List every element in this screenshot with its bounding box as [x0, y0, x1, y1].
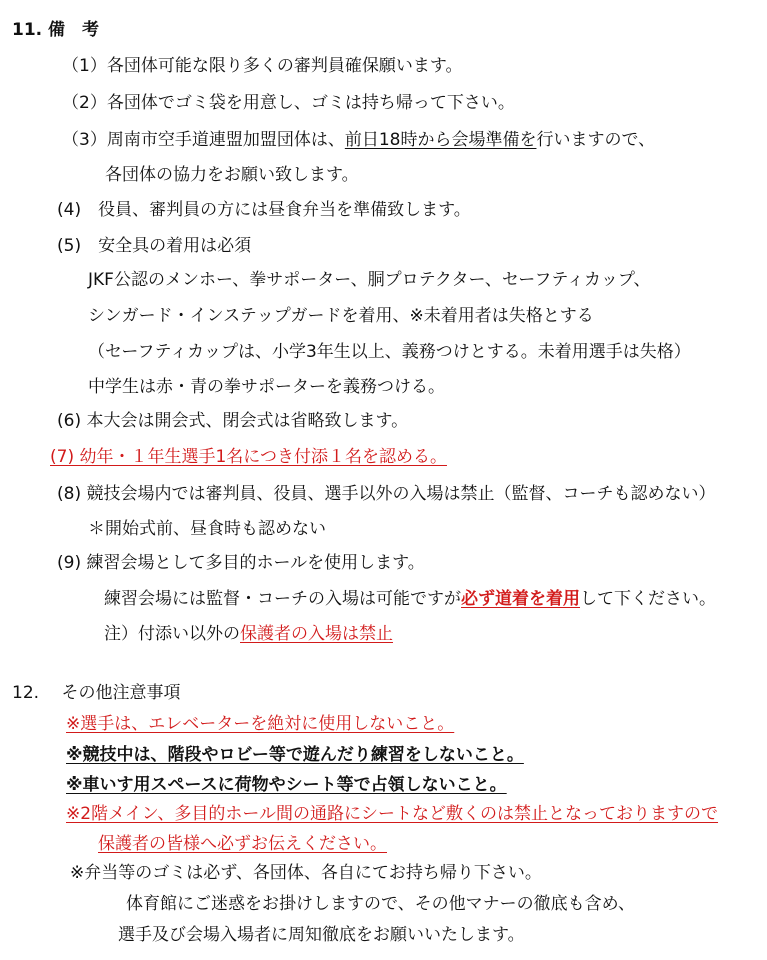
caution-item-3: ※車いす用スペースに荷物やシート等で占領しないこと。	[66, 775, 507, 795]
note-item-5-line-1: JKF公認のメンホー、拳サポーター、胴プロテクター、セーフティカップ、	[88, 270, 651, 290]
note-item-5: (5) 安全具の着用は必須	[57, 236, 252, 256]
caution-item-5-line-2: 体育館にご迷惑をお掛けしますので、その他マナーの徹底も含め、	[126, 894, 635, 914]
note-item-5-line-4: 中学生は赤・青の拳サポーターを義務つける。	[88, 377, 445, 397]
caution-item-2: ※競技中は、階段やロビー等で遊んだり練習をしないこと。	[66, 745, 524, 765]
note-item-9-note	[104, 623, 393, 645]
section-11-heading: 11. 備 考	[12, 20, 100, 40]
note-item-9-emphasis: 必ず道着を着用	[461, 589, 580, 609]
note-item-3-underlined: 前日18時から会場準備を	[344, 130, 537, 150]
note-item-6: (6) 本大会は開会式、閉会式は省略致します。	[57, 411, 409, 431]
caution-item-5-line-3: 選手及び会場入場者に周知徹底をお願いいたします。	[118, 925, 525, 945]
note-item-8: (8) 競技会場内では審判員、役員、選手以外の入場は禁止（監督、コーチも認めない）	[57, 484, 716, 504]
caution-item-1: ※選手は、エレベーターを絶対に使用しないこと。	[66, 714, 455, 734]
note-item-3-continuation: 各団体の協力をお願い致します。	[105, 165, 359, 185]
note-item-7: (7) 幼年・１年生選手1名につき付添１名を認める。	[50, 447, 447, 467]
note-item-5-line-2: シンガード・インステップガードを着用、※未着用者は失格とする	[88, 306, 594, 326]
caution-item-4-continuation: 保護者の皆様へ必ずお伝えください。	[98, 834, 387, 854]
section-12-heading: 12. その他注意事項	[12, 683, 181, 703]
note-item-2: （2）各団体でゴミ袋を用意し、ゴミは持ち帰って下さい。	[62, 93, 515, 113]
note-item-9-detail-text: 練習会場には監督・コーチの入場は可能ですが	[104, 589, 461, 609]
note-item-5-line-3: （セーフティカップは、小学3年生以上、義務つけとする。未着用選手は失格）	[88, 342, 691, 362]
note-item-9-note-text: 注）付添い以外の	[104, 624, 240, 644]
note-item-9: (9) 練習会場として多目的ホールを使用します。	[57, 553, 425, 573]
note-item-3-rest: 行いますので、	[536, 130, 656, 150]
caution-item-4: ※2階メイン、多目的ホール間の通路にシートなど敷くのは禁止となっておりますので	[66, 804, 719, 824]
note-item-4: (4) 役員、審判員の方には昼食弁当を準備致します。	[57, 200, 471, 220]
note-item-8-sub: ＊開始式前、昼食時も認めない	[88, 519, 326, 539]
note-item-3-text: （3）周南市空手道連盟加盟団体は、	[62, 130, 345, 150]
note-item-9-note-emphasis: 保護者の入場は禁止	[240, 624, 393, 644]
note-item-9-detail	[104, 588, 716, 610]
caution-item-5: ※弁当等のゴミは必ず、各団体、各自にてお持ち帰り下さい。	[70, 863, 542, 883]
note-item-9-detail-rest: して下ください。	[580, 589, 716, 609]
note-item-1: （1）各団体可能な限り多くの審判員確保願います。	[62, 56, 463, 76]
note-item-3	[62, 129, 655, 151]
